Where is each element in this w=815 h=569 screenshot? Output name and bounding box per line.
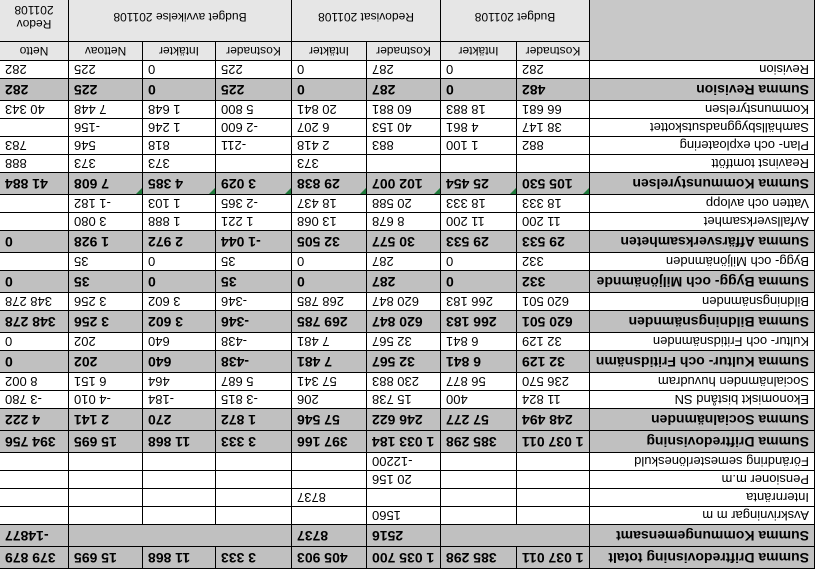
table-row: [0, 391, 815, 409]
value-cell: -4 010: [69, 391, 143, 409]
value-cell: 373: [69, 155, 143, 173]
value-cell: 35: [216, 253, 292, 271]
value-cell: [441, 453, 517, 471]
value-cell: [292, 507, 367, 525]
row-label: Summa Bygg- och Miljönämnde: [590, 271, 815, 293]
value-cell: 7 608: [69, 173, 143, 195]
value-cell: 11 868: [143, 547, 216, 569]
summary-row: [0, 231, 815, 253]
value-cell: [69, 453, 143, 471]
value-cell: 0: [0, 333, 69, 351]
row-label: Kommunstyrelsen: [590, 101, 815, 119]
value-cell: 56 877: [441, 373, 517, 391]
value-cell: 248 494: [517, 409, 590, 431]
value-cell: 287: [367, 271, 441, 293]
table-row: [0, 489, 815, 507]
value-cell: 20 156: [367, 471, 441, 489]
value-cell: 57 341: [292, 373, 367, 391]
value-cell: 6 841: [441, 333, 517, 351]
value-cell: 202: [69, 351, 143, 373]
value-cell: 7 481: [292, 351, 367, 373]
value-cell: 35: [69, 253, 143, 271]
value-cell: 2516: [367, 525, 441, 547]
group-header-redovisat: Redovisat 201108: [292, 0, 441, 42]
value-cell: 18 333: [441, 195, 517, 213]
value-cell: 18 437: [292, 195, 367, 213]
value-cell: 0: [292, 271, 367, 293]
value-cell: 32 505: [292, 231, 367, 253]
row-label: Summa Revision: [590, 79, 815, 101]
value-cell: 2 418: [292, 137, 367, 155]
value-cell: 57 277: [441, 409, 517, 431]
value-cell: [143, 489, 216, 507]
value-cell: 40 343: [0, 101, 69, 119]
value-cell: 225: [69, 79, 143, 101]
row-label: Bildningsnämnden: [590, 293, 815, 311]
column-header-row: [0, 42, 815, 61]
value-cell: 29 838: [292, 173, 367, 195]
value-cell: [0, 119, 69, 137]
value-cell: 1 033 184: [367, 431, 441, 453]
summary-row: [0, 431, 815, 453]
group-header-redov: Redov 201108: [0, 0, 69, 42]
value-cell: 8 002: [0, 373, 69, 391]
value-cell: 29 533: [517, 231, 590, 253]
value-cell: 6 841: [441, 351, 517, 373]
table-row: [0, 155, 815, 173]
value-cell: [517, 471, 590, 489]
value-cell: 397 166: [292, 431, 367, 453]
value-cell: 202: [69, 333, 143, 351]
value-cell: 282: [517, 61, 590, 79]
value-cell: [216, 471, 292, 489]
table-row: [0, 293, 815, 311]
value-cell: 620 501: [517, 311, 590, 333]
value-cell: -14877: [0, 525, 69, 547]
value-cell: 379 879: [0, 547, 69, 569]
row-label: Bygg- och Miljönämnden: [590, 253, 815, 271]
table-row: [0, 471, 815, 489]
value-cell: 7 481: [292, 333, 367, 351]
value-cell: 20 588: [367, 195, 441, 213]
value-cell: [143, 471, 216, 489]
value-cell: 1 100: [441, 137, 517, 155]
empty-cell: [441, 525, 590, 547]
value-cell: 2 972: [143, 231, 216, 253]
value-cell: 7 448: [69, 101, 143, 119]
row-label: Förändring semesterlöneskuld: [590, 453, 815, 471]
value-cell: 0: [441, 79, 517, 101]
value-cell: 1 037 011: [517, 431, 590, 453]
value-cell: -184: [143, 391, 216, 409]
value-cell: 0: [143, 271, 216, 293]
value-cell: 287: [367, 61, 441, 79]
value-cell: 8737: [292, 525, 367, 547]
value-cell: [441, 507, 517, 525]
value-cell: [69, 489, 143, 507]
row-label: Plan- och exploatering: [590, 137, 815, 155]
value-cell: 246 622: [367, 409, 441, 431]
value-cell: 4 861: [441, 119, 517, 137]
value-cell: 15 695: [69, 431, 143, 453]
value-cell: 11 868: [143, 431, 216, 453]
value-cell: 620 501: [517, 293, 590, 311]
value-cell: [292, 453, 367, 471]
value-cell: -1 044: [216, 231, 292, 253]
value-cell: 4 222: [0, 409, 69, 431]
value-cell: 405 903: [292, 547, 367, 569]
value-cell: -346: [216, 293, 292, 311]
value-cell: 105 530: [517, 173, 590, 195]
row-label: Summa Driftredovisning: [590, 431, 815, 453]
value-cell: 0: [441, 61, 517, 79]
value-cell: 0: [441, 271, 517, 293]
row-label: Socialnämnden huvudram: [590, 373, 815, 391]
value-cell: [216, 155, 292, 173]
value-cell: [216, 507, 292, 525]
empty-cell: [69, 525, 292, 547]
col-header-intakter: Intäkter: [143, 42, 216, 61]
col-header-kostnader: Kostnader: [216, 42, 292, 61]
value-cell: [143, 453, 216, 471]
value-cell: 32 129: [517, 333, 590, 351]
row-label: Avfallsverksamhet: [590, 213, 815, 231]
row-label: Summa Driftredovisning totalt: [590, 547, 815, 569]
col-header-kostnader: Kostnader: [367, 42, 441, 61]
value-cell: [367, 155, 441, 173]
value-cell: 818: [143, 137, 216, 155]
value-cell: [0, 213, 69, 231]
value-cell: [143, 507, 216, 525]
value-cell: 38 147: [517, 119, 590, 137]
summary-row: [0, 547, 815, 569]
value-cell: 282: [0, 61, 69, 79]
value-cell: [0, 253, 69, 271]
value-cell: 5 687: [216, 373, 292, 391]
value-cell: 373: [292, 155, 367, 173]
row-label: Vatten och avlopp: [590, 195, 815, 213]
value-cell: -3 815: [216, 391, 292, 409]
value-cell: 0: [0, 231, 69, 253]
table-row: [0, 213, 815, 231]
value-cell: 0: [143, 79, 216, 101]
value-cell: 66 681: [517, 101, 590, 119]
value-cell: [216, 453, 292, 471]
value-cell: 0: [143, 61, 216, 79]
value-cell: 888: [0, 155, 69, 173]
value-cell: [517, 453, 590, 471]
value-cell: 225: [216, 79, 292, 101]
table-row: [0, 61, 815, 79]
value-cell: 620 847: [367, 311, 441, 333]
col-header-intakter: Intäkter: [292, 42, 367, 61]
row-label: Samhällsbyggnadsutskottet: [590, 119, 815, 137]
value-cell: -438: [216, 351, 292, 373]
value-cell: 0: [292, 253, 367, 271]
value-cell: 269 785: [292, 311, 367, 333]
value-cell: -2 365: [216, 195, 292, 213]
value-cell: 6 207: [292, 119, 367, 137]
value-cell: -211: [216, 137, 292, 155]
value-cell: 5 800: [216, 101, 292, 119]
row-label: Internränta: [590, 489, 815, 507]
row-label: Summa Kultur- och Fritidsnämn: [590, 351, 815, 373]
value-cell: 266 183: [441, 293, 517, 311]
value-cell: [0, 195, 69, 213]
table-row: [0, 333, 815, 351]
value-cell: 6 151: [69, 373, 143, 391]
table-row: [0, 373, 815, 391]
value-cell: [69, 471, 143, 489]
value-cell: 1 928: [69, 231, 143, 253]
col-header-netto: Netto: [0, 42, 69, 61]
value-cell: [517, 155, 590, 173]
value-cell: 60 881: [367, 101, 441, 119]
summary-row: [0, 311, 815, 333]
value-cell: 13 068: [292, 213, 367, 231]
group-header-avvikelse: Budget avvikelse 201108: [69, 0, 292, 42]
value-cell: 25 454: [441, 173, 517, 195]
summary-row: [0, 79, 815, 101]
value-cell: 3 602: [143, 311, 216, 333]
value-cell: 2 141: [69, 409, 143, 431]
value-cell: -2 600: [216, 119, 292, 137]
row-label: Ekonomiskt bistånd SN: [590, 391, 815, 409]
value-cell: [517, 489, 590, 507]
value-cell: 225: [69, 61, 143, 79]
summary-row: [0, 351, 815, 373]
row-label: Pensioner m.m: [590, 471, 815, 489]
row-label: Revision: [590, 61, 815, 79]
value-cell: [0, 507, 69, 525]
value-cell: -1 182: [69, 195, 143, 213]
value-cell: 3 256: [69, 311, 143, 333]
value-cell: 11 824: [517, 391, 590, 409]
value-cell: 236 570: [517, 373, 590, 391]
row-label: Summa Bildningsnämnden: [590, 311, 815, 333]
value-cell: 32 567: [367, 351, 441, 373]
value-cell: [0, 471, 69, 489]
value-cell: 20 841: [292, 101, 367, 119]
table-row: [0, 253, 815, 271]
value-cell: 348 278: [0, 293, 69, 311]
value-cell: [441, 155, 517, 173]
row-label: Summa Kommungemensamt: [590, 525, 815, 547]
value-cell: 546: [69, 137, 143, 155]
value-cell: -12200: [367, 453, 441, 471]
table-row: [0, 453, 815, 471]
value-cell: 102 007: [367, 173, 441, 195]
row-label: Summa Kommunstyrelsen: [590, 173, 815, 195]
value-cell: 1 246: [143, 119, 216, 137]
value-cell: 1560: [367, 507, 441, 525]
col-header-nettoav: Nettoav: [69, 42, 143, 61]
value-cell: 1 103: [143, 195, 216, 213]
value-cell: 620 847: [367, 293, 441, 311]
value-cell: 3 333: [216, 547, 292, 569]
value-cell: [69, 507, 143, 525]
value-cell: 883: [367, 137, 441, 155]
summary-row: [0, 173, 815, 195]
value-cell: 268 785: [292, 293, 367, 311]
table-row: [0, 195, 815, 213]
row-label: Kultur- och Fritidsnämnden: [590, 333, 815, 351]
value-cell: 15 738: [367, 391, 441, 409]
value-cell: 640: [143, 351, 216, 373]
value-cell: 266 183: [441, 311, 517, 333]
value-cell: 32 567: [367, 333, 441, 351]
summary-row: [0, 409, 815, 431]
summary-row: [0, 525, 815, 547]
col-header-kostnader: Kostnader: [517, 42, 590, 61]
value-cell: 57 546: [292, 409, 367, 431]
row-label: Avskrivningar m m: [590, 507, 815, 525]
value-cell: -438: [216, 333, 292, 351]
value-cell: 270: [143, 409, 216, 431]
value-cell: 1 035 700: [367, 547, 441, 569]
value-cell: 225: [216, 61, 292, 79]
value-cell: 882: [517, 137, 590, 155]
value-cell: 35: [216, 271, 292, 293]
table-row: [0, 101, 815, 119]
table-row: [0, 119, 815, 137]
value-cell: 3 080: [69, 213, 143, 231]
value-cell: 3 602: [143, 293, 216, 311]
value-cell: 385 298: [441, 547, 517, 569]
value-cell: 230 883: [367, 373, 441, 391]
value-cell: 1 221: [216, 213, 292, 231]
value-cell: 11 200: [441, 213, 517, 231]
value-cell: [517, 507, 590, 525]
value-cell: 640: [143, 333, 216, 351]
value-cell: 332: [517, 271, 590, 293]
value-cell: 206: [292, 391, 367, 409]
value-cell: 35: [69, 271, 143, 293]
value-cell: 0: [0, 351, 69, 373]
value-cell: 0: [292, 61, 367, 79]
value-cell: 1 888: [143, 213, 216, 231]
value-cell: 29 533: [441, 231, 517, 253]
value-cell: 348 278: [0, 311, 69, 333]
group-header-budget: Budget 201108: [441, 0, 590, 42]
summary-row: [0, 271, 815, 293]
corner-cell: [590, 0, 815, 61]
table-header: [0, 0, 815, 61]
value-cell: -3 780: [0, 391, 69, 409]
row-label: Reavinst tomtfött: [590, 155, 815, 173]
value-cell: 18 333: [517, 195, 590, 213]
value-cell: [0, 489, 69, 507]
value-cell: 373: [143, 155, 216, 173]
value-cell: 1 648: [143, 101, 216, 119]
value-cell: 41 884: [0, 173, 69, 195]
value-cell: 0: [441, 253, 517, 271]
value-cell: [0, 453, 69, 471]
value-cell: -346: [216, 311, 292, 333]
value-cell: 783: [0, 137, 69, 155]
value-cell: 40 153: [367, 119, 441, 137]
row-label: Summa Socialnämnden: [590, 409, 815, 431]
value-cell: -156: [69, 119, 143, 137]
value-cell: 8737: [292, 489, 367, 507]
row-label: Summa Affärsverksamheten: [590, 231, 815, 253]
value-cell: 287: [367, 79, 441, 101]
value-cell: 8 678: [367, 213, 441, 231]
value-cell: 18 883: [441, 101, 517, 119]
value-cell: 3 256: [69, 293, 143, 311]
table-body: [0, 61, 815, 569]
value-cell: 4 385: [143, 173, 216, 195]
value-cell: 332: [517, 253, 590, 271]
value-cell: 3 029: [216, 173, 292, 195]
value-cell: 0: [143, 253, 216, 271]
value-cell: 287: [367, 253, 441, 271]
value-cell: [441, 471, 517, 489]
value-cell: 0: [292, 79, 367, 101]
value-cell: 3 333: [216, 431, 292, 453]
value-cell: 385 298: [441, 431, 517, 453]
value-cell: 464: [143, 373, 216, 391]
value-cell: 32 129: [517, 351, 590, 373]
col-header-intakter: Intäkter: [441, 42, 517, 61]
value-cell: [216, 489, 292, 507]
value-cell: 1 872: [216, 409, 292, 431]
value-cell: 11 200: [517, 213, 590, 231]
value-cell: [441, 489, 517, 507]
value-cell: 394 756: [0, 431, 69, 453]
value-cell: [292, 471, 367, 489]
value-cell: 30 577: [367, 231, 441, 253]
table-row: [0, 507, 815, 525]
table-row: [0, 137, 815, 155]
value-cell: [367, 489, 441, 507]
value-cell: 482: [517, 79, 590, 101]
value-cell: 15 695: [69, 547, 143, 569]
value-cell: 1 037 011: [517, 547, 590, 569]
value-cell: 282: [0, 79, 69, 101]
value-cell: 0: [0, 271, 69, 293]
value-cell: 400: [441, 391, 517, 409]
